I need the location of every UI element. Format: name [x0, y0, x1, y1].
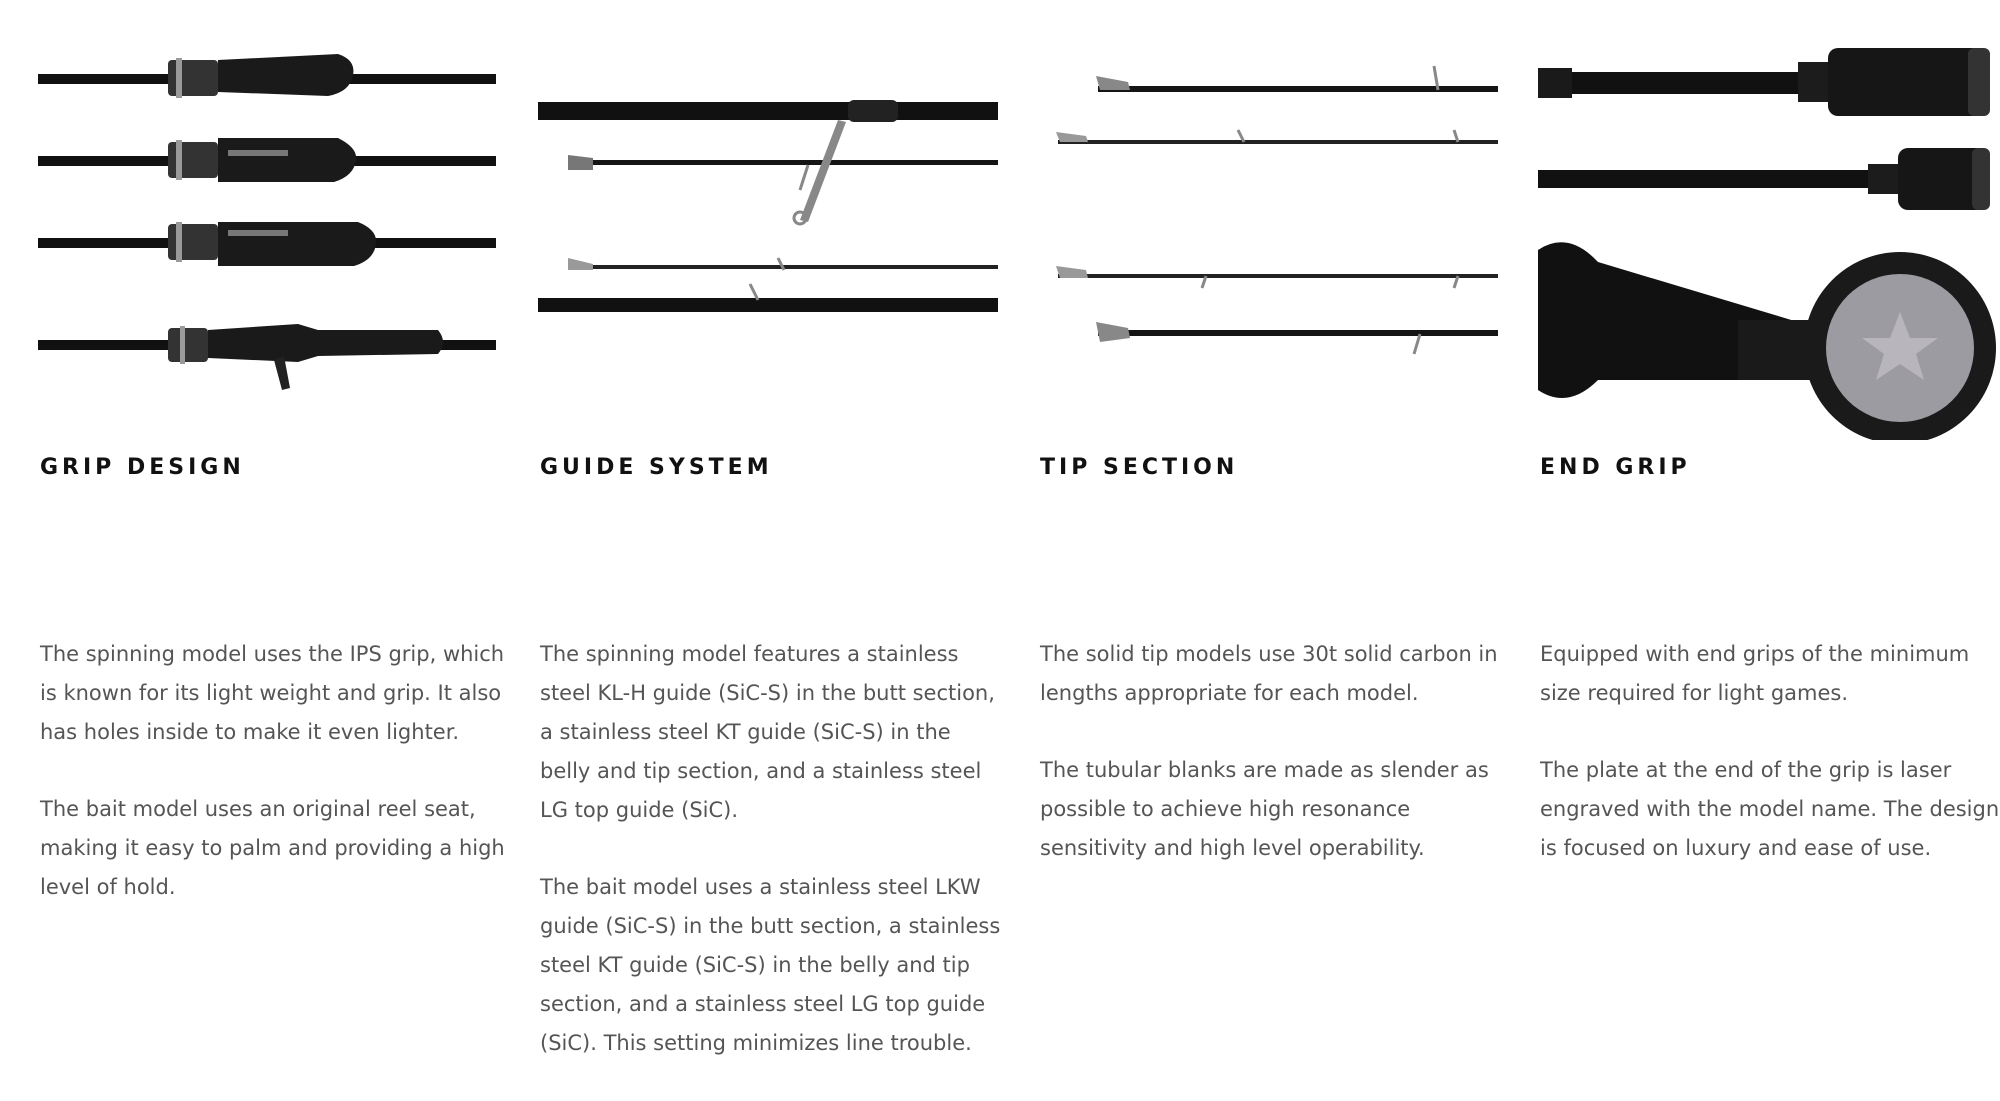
section-paragraph: The bait model uses an original reel seat, making it easy to palm and providing a high level of hold. [40, 797, 505, 899]
section-body [1540, 635, 2000, 906]
section-body [40, 635, 505, 945]
guide-system-image [538, 30, 998, 440]
section-body [1040, 635, 1505, 906]
section-paragraph: The plate at the end of the grip is laser engraved with the model name. The design is focused on luxury and ease of use. [1540, 758, 2000, 860]
section-grip-design [38, 0, 508, 1077]
section-paragraph: The tubular blanks are made as slender as possible to achieve high resonance sensitivity and high level operability. [1040, 758, 1489, 860]
section-title: END GRIP [1540, 455, 1691, 480]
section-title: GRIP DESIGN [40, 455, 245, 480]
section-guide-system [538, 0, 1008, 1077]
section-body [540, 635, 1005, 1101]
section-title: TIP SECTION [1040, 455, 1239, 480]
end-grip-image [1538, 30, 1998, 440]
section-paragraph: The spinning model uses the IPS grip, which is known for its light weight and grip. It also has holes inside to make it even lighter. [40, 642, 505, 744]
section-paragraph: The bait model uses a stainless steel LKW guide (SiC-S) in the butt section, a stainless steel KT guide (SiC-S) in the belly and tip section, and a stainless steel LG top guide (SiC). This setting minimizes line trouble. [540, 875, 1001, 1055]
section-title: GUIDE SYSTEM [540, 455, 773, 480]
section-paragraph: The solid tip models use 30t solid carbon in lengths appropriate for each model. [1040, 642, 1498, 705]
section-tip-section [1038, 0, 1508, 1077]
section-paragraph: The spinning model features a stainless steel KL-H guide (SiC-S) in the butt section, a stainless steel KT guide (SiC-S) in the belly and tip section, and a stainless steel LG top guide (SiC). [540, 642, 995, 822]
tip-section-image [1038, 30, 1498, 440]
section-end-grip [1538, 0, 2000, 1077]
grip-design-image [38, 30, 498, 440]
section-paragraph: Equipped with end grips of the minimum size required for light games. [1540, 642, 1970, 705]
